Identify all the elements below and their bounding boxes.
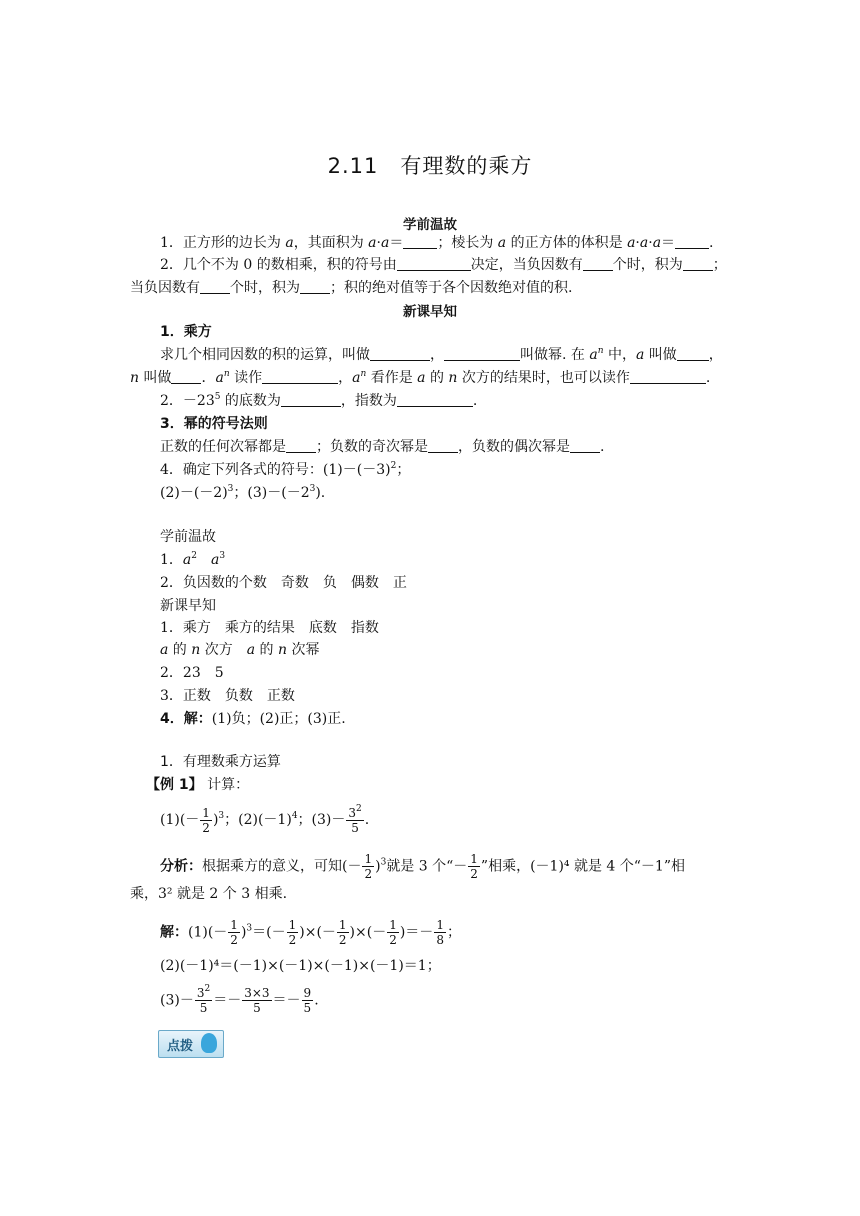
example-prompt: 计算： [207,777,250,793]
new-line-4b: $(2)-(-2)^3$；$(3)-(-2^3)$. [160,484,326,501]
example-label: 【例 1】 [146,777,203,793]
analysis-line-2: 乘，3² 就是 2 个 3 相乘. [130,886,288,902]
section-heading-review: 学前温故 [403,217,457,233]
section-heading-new: 新课早知 [403,304,457,320]
analysis-line-1: 分析：根据乘方的意义，可知(－ $\frac{1}{2}$ )$^3$就是 3 个“－ $\frac{1}{2}$ ”相乘，(－1)⁴ 就是 4 个“－1”相 [160,852,686,881]
answer-b2: 2．23 5 [160,665,224,681]
answer-heading-new: 新课早知 [160,598,216,614]
review-question-1: 1．正方形的边长为 a，其面积为 a·a＝ ；棱长为 a 的正方体的体积是 a·a·a＝ . [160,235,714,251]
new-line-1a: 求几个相同因数的积的运算，叫做 ， 叫做幂. 在 $a^n$ 中，a 叫做 ， [160,346,723,363]
answer-b4-text: (1)负；(2)正；(3)正. [211,711,346,727]
answer-b4 [130,709,760,729]
answer-b1: 1．乘方 乘方的结果 底数 指数 [160,620,379,636]
topic-power: 1．乘方 [160,324,212,340]
review-question-2-cont: 当负因数有 个时，积为 ；积的绝对值等于各个因数绝对值的积. [130,280,573,296]
new-line-4a: 4．确定下列各式的符号：$(1)-(-3)^2$； [160,461,411,478]
topic-sign-rule: 3．幂的符号法则 [160,416,268,432]
answer-b1b: a 的 n 次方 a 的 n 次幂 [160,642,320,658]
review-question-2: 2．几个不为 0 的数相乘，积的符号由 决定，当负因数有 个时，积为 ； [160,257,727,273]
hint-badge [158,1030,224,1058]
analysis-label: 分析： [160,858,202,875]
solution-line-2: (2)(－1)⁴＝(－1)×(－1)×(－1)×(－1)＝1； [160,958,441,974]
page-title: 2.11 有理数的乘方 [327,154,533,178]
new-line-1b: n 叫做 ．$a^n$ 读作 ，$a^n$ 看作是 a 的 n 次方的结果时，也可以读作 . [130,369,711,386]
solution-label: 解： [160,924,188,941]
new-line-2: 2．$-23^5$ 的底数为 ，指数为 . [160,392,478,409]
hint-badge-label: 点拨 [167,1039,194,1054]
example-expressions: (1)(－ $\frac{1}{2}$ )$^3$；$(2)(-1)^4$；(3)－ $\frac{3^2}{5}$ . [160,803,370,835]
answer-b3: 3．正数 负数 正数 [160,688,295,704]
answer-heading-review: 学前温故 [160,529,216,545]
answer-2: 2．负因数的个数 奇数 负 偶数 正 [160,575,407,591]
new-line-3: 正数的任何次幂都是 ；负数的奇次幂是 ，负数的偶次幂是 . [160,439,605,455]
answer-1: 1．$a^2$ $a^3$ [160,551,226,568]
example-1-title [146,775,746,795]
solution-line-1: 解：(1)(－ $\frac{1}{2}$ )$^3$＝(－ $\frac{1}{2}$ )×(－ $\frac{1}{2}$ )×(－ $\frac{1}{2}$ )＝－ $\frac{1}{8}$ ； [160,918,461,947]
droplet-icon [201,1033,217,1053]
answer-b4-label: 4．解： [160,711,212,727]
solution-line-3: (3)－ $\frac{3^2}{5}$ ＝－ $\frac{3\times 3}{5}$ ＝－ $\frac{9}{5}$ . [160,984,319,1015]
example-section-heading: 1．有理数乘方运算 [160,754,281,770]
